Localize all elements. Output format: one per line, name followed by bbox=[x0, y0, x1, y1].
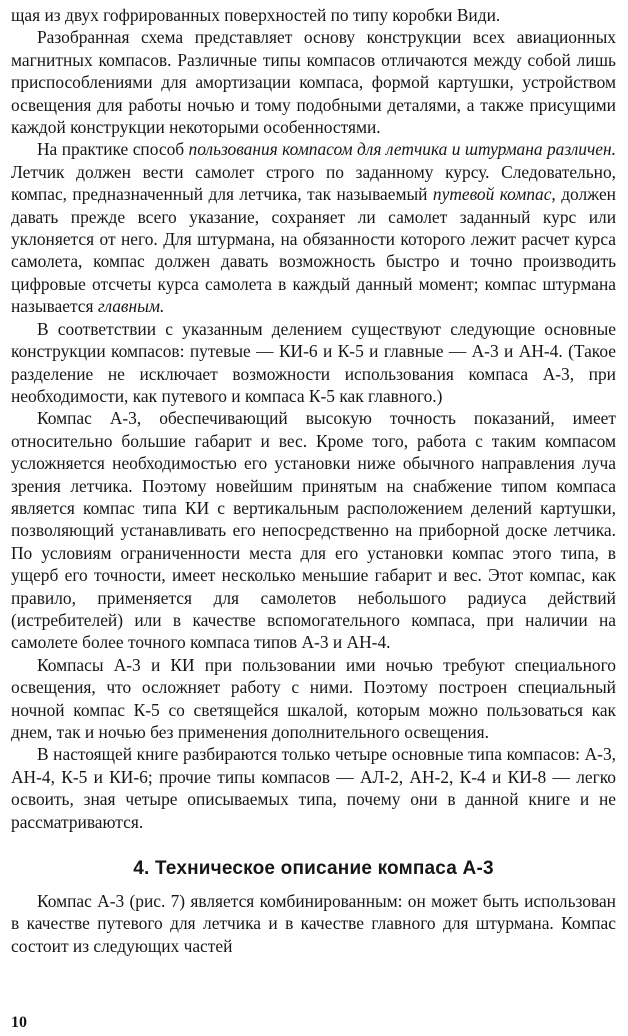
paragraph-text: На практике способ bbox=[37, 139, 189, 160]
paragraph-text: щая из двух гофрированных поверхностей по типу коробки Види. bbox=[11, 5, 501, 25]
paragraph bbox=[11, 4, 616, 26]
paragraph bbox=[11, 318, 616, 408]
section-text bbox=[11, 890, 616, 957]
emphasis-text: главным. bbox=[97, 296, 165, 317]
paragraph-text: Компас А-3, обеспечивающий высокую точность показаний, имеет относительно большие габарит и вес. Кроме того, работа с таким компасом усложняется необходимостью его установки ниже обычного направления луча зрения летчика. Поэтому новейшим принятым на снабжение типом компаса является компас типа КИ с вертикальным расположением делений картушки, позволяющий устанавливать его непосредственно на приборной доске летчика. По условиям ограниченности места для его установки компас этого типа, в ущерб его точности, имеет несколько меньшие габарит и вес. Этот компас, как правило, применяется для самолетов небольшого радиуса действий (истребителей) или в качестве вспомогательного компаса, при наличии на самолете более точного компаса типов А-3 и АН-4. bbox=[11, 408, 616, 653]
paragraph bbox=[11, 26, 616, 138]
page-number: 10 bbox=[11, 1014, 27, 1031]
paragraph-text: В соответствии с указанным делением существуют следующие основные конструкции компасов: путевые — КИ-6 и К-5 и главные — А-3 и АН-4. (Такое разделение не исключает возможности использования компаса А-3, при необходимости, как путевого и компаса К-5 как главного.) bbox=[11, 318, 616, 406]
paragraph bbox=[11, 654, 616, 744]
paragraph bbox=[11, 138, 616, 317]
body-text bbox=[11, 4, 616, 833]
paragraph-text: В настоящей книге разбираются только четыре основные типа компасов: А-3, АН-4, К-5 и КИ-6; прочие типы компасов — АЛ-2, АН-2, К-4 и КИ-8 — легко освоить, зная четыре описываемых типа, почему они в данной книге и не рассматриваются. bbox=[11, 744, 616, 832]
section-heading: 4. Техническое описание компаса А-3 bbox=[133, 858, 494, 880]
paragraph bbox=[11, 743, 616, 833]
paragraph-text: Летчик должен вести самолет строго по заданному курсу. Следовательно, компас, предназначенный для летчика, так называемый bbox=[11, 161, 616, 205]
paragraph-text: Компас А-3 (рис. 7) является комбинированным: он может быть использован в качестве путевого для летчика и в качестве главного для штурмана. Компас состоит из следующих частей bbox=[11, 891, 616, 956]
emphasis-text: пользования компасом для летчика и штурмана различен. bbox=[188, 139, 616, 160]
emphasis-text: путевой компас, bbox=[432, 184, 556, 205]
paragraph-text: Компасы А-3 и КИ при пользовании ими ночью требуют специального освещения, что осложняет работу с ними. Поэтому построен специальный ночной компас К-5 со светящейся шкалой, которым можно пользоваться как днем, так и ночью без применения дополнительного освещения. bbox=[11, 654, 616, 742]
paragraph-text: должен давать прежде всего указание, сохраняет ли самолет заданный курс или уклоняется от него. Для штурмана, на обязанности которого лежит расчет курса самолета, компас должен давать возможность быстро и точно производить цифровые отсчеты курса самолета в каждый данный момент; компас штурмана называется bbox=[11, 184, 616, 317]
paragraph bbox=[11, 890, 616, 957]
paragraph-text: Разобранная схема представляет основу конструкции всех авиационных магнитных компасов. Различные типы компасов отличаются между собой лишь приспособлениями для амортизации компаса, формой картушки, устройством освещения для работы ночью и тому подобными деталями, а также присущими каждой конструкции некоторыми особенностями. bbox=[11, 27, 616, 138]
paragraph bbox=[11, 407, 616, 653]
